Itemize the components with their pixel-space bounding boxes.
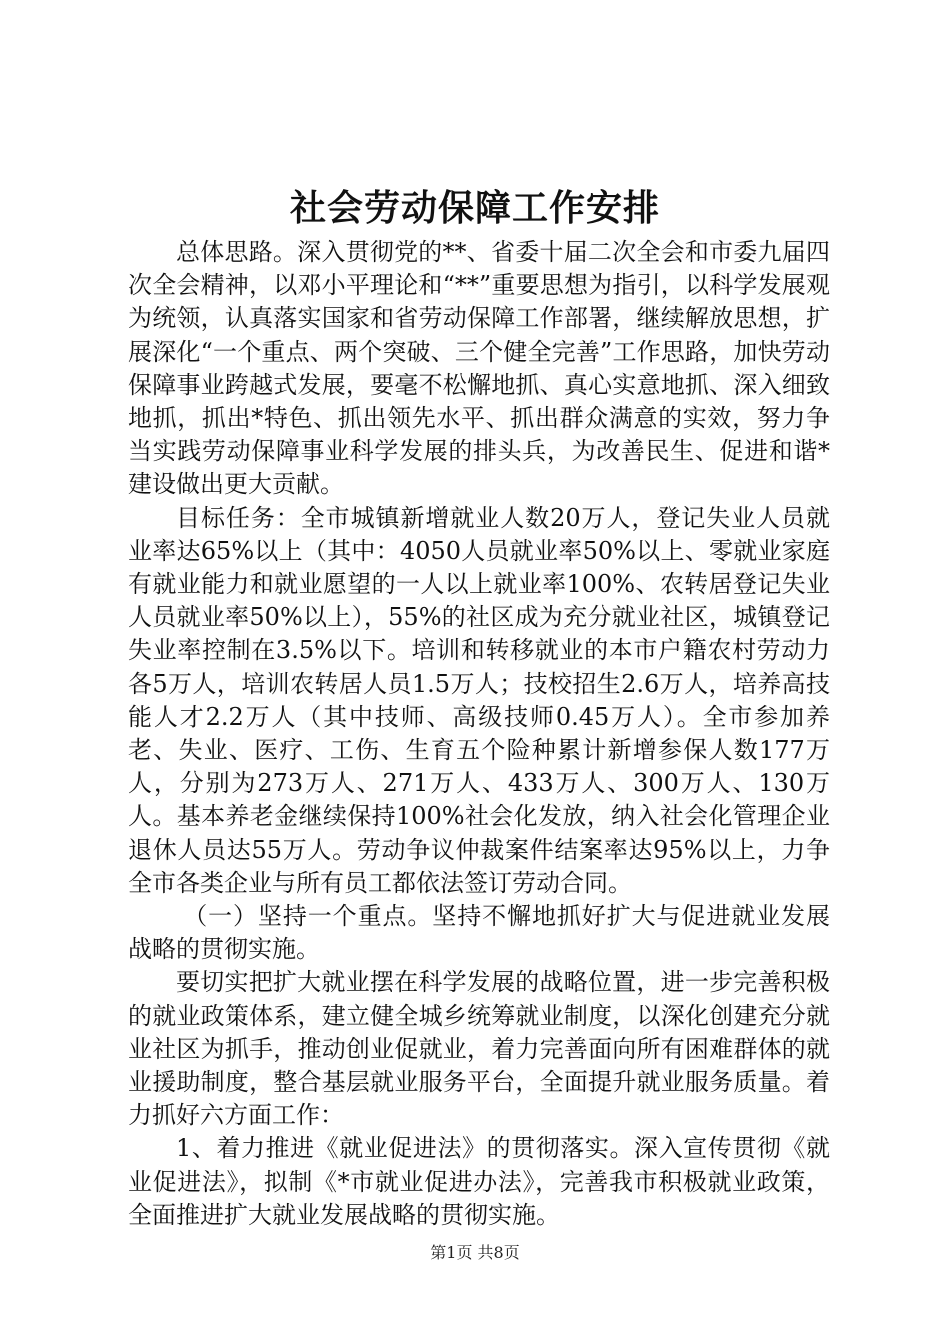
paragraph-section-one-heading: （一）坚持一个重点。坚持不懈地抓好扩大与促进就业发展战略的贯彻实施。 bbox=[128, 902, 830, 964]
document-body bbox=[128, 236, 830, 1232]
document-title: 社会劳动保障工作安排 bbox=[289, 187, 660, 229]
paragraph-overall-approach: 总体思路。深入贯彻党的**、省委十届二次全会和市委九届四次全会精神，以邓小平理论和“**”重要思想为指引，以科学发展观为统领，认真落实国家和省劳动保障工作部署，继续解放思想，扩展深化“一个重点、两个突破、三个健全完善”工作思路，加快劳动保障事业跨越式发展，要毫不松懈地抓、真心实意地抓、深入细致地抓，抓出*特色、抓出领先水平、抓出群众满意的实效，努力争当实践劳动保障事业科学发展的排头兵，为改善民生、促进和谐*建设做出更大贡献。 bbox=[128, 238, 830, 499]
page-footer: 第1页 共8页 bbox=[430, 1243, 520, 1262]
paragraph-targets: 目标任务：全市城镇新增就业人数20万人，登记失业人员就业率达65%以上（其中：4050人员就业率50%以上、零就业家庭有就业能力和就业愿望的一人以上就业率100%、农转居登记失业人员就业率50%以上），55%的社区成为充分就业社区，城镇登记失业率控制在3.5%以下。培训和转移就业的本市户籍农村劳动力各5万人，培训农转居人员1.5万人；技校招生2.6万人，培养高技能人才2.2万人（其中技师、高级技师0.45万人）。全市参加养老、失业、医疗、工伤、生育五个险种累计新增参保人数177万人，分别为273万人、271万人、433万人、300万人、130万人。基本养老金继续保持100%社会化发放，纳入社会化管理企业退休人员达55万人。劳动争议仲裁案件结案率达95%以上，力争全市各类企业与所有员工都依法签订劳动合同。 bbox=[128, 503, 830, 897]
paragraph-item-one: 1、着力推进《就业促进法》的贯彻落实。深入宣传贯彻《就业促进法》，拟制《*市就业促进办法》，完善我市积极就业政策，全面推进扩大就业发展战略的贯彻实施。 bbox=[128, 1134, 830, 1229]
paragraph-employment-priority: 要切实把扩大就业摆在科学发展的战略位置，进一步完善积极的就业政策体系，建立健全城乡统筹就业制度，以深化创建充分就业社区为抓手，推动创业促就业，着力完善面向所有困难群体的就业援助制度，整合基层就业服务平台，全面提升就业服务质量。着力抓好六方面工作： bbox=[128, 968, 830, 1130]
